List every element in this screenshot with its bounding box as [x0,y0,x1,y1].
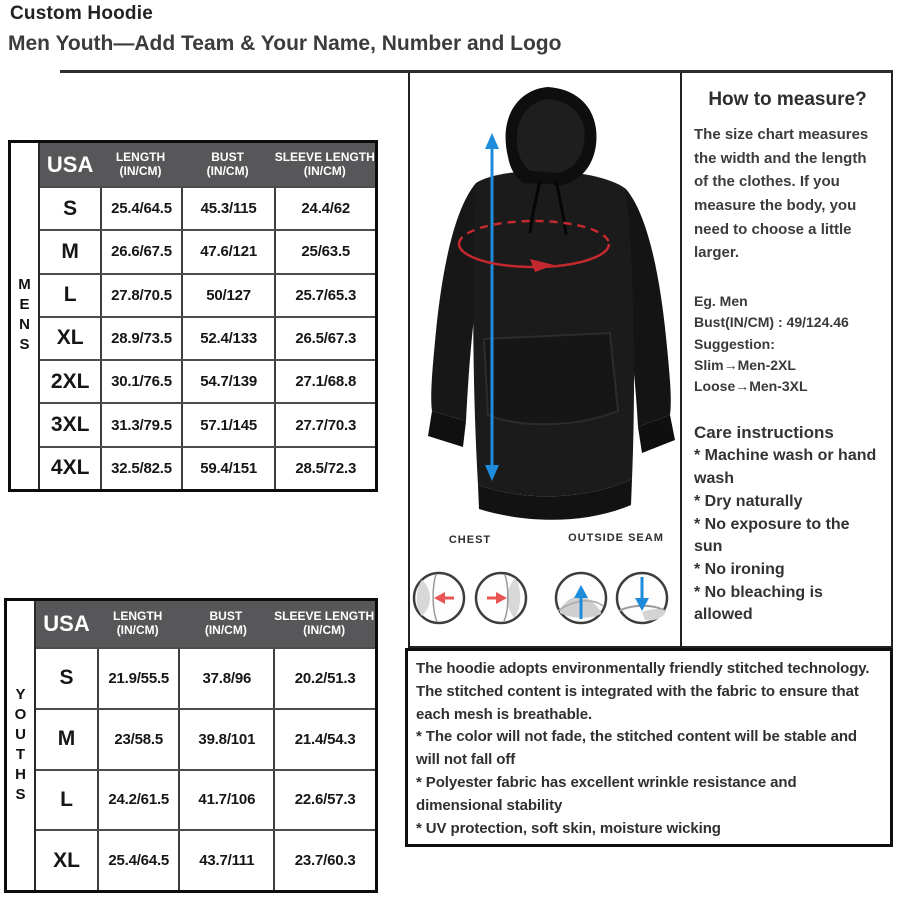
measure-heading: How to measure? [708,89,867,110]
example-line: Slim→Men-2XL [694,356,796,373]
fabric-description-box [405,648,893,847]
length-cell: 28.9/73.5 [100,318,180,359]
example-line: Suggestion: [694,335,775,352]
fabric-line: * The color will not fade, the stitched content will be stable and will not fall off [416,728,857,769]
size-cell: XL [53,848,80,872]
column-header-bust: BUST (IN/CM) [204,609,247,637]
seam-detail-up-icon [556,573,606,623]
column-header-usa: USA [46,151,94,177]
size-cell: M [57,727,76,751]
bust-cell: 57.1/145 [181,404,275,445]
care-item: * No exposure to the sun [694,515,850,556]
size-cell: S [59,666,74,690]
table-row [40,446,375,489]
size-cell: 2XL [50,369,90,393]
column-header-usa: USA [43,611,90,637]
mens-table-grid [40,143,375,489]
bust-cell: 59.4/151 [181,448,275,489]
column-header-length: LENGTH (IN/CM) [115,149,166,178]
youth-table-grid [36,601,375,890]
example-line: Eg. Men [694,293,748,310]
hoodie-measure-panel [408,73,682,648]
chest-detail-right-icon [476,573,526,623]
bust-cell: 52.4/133 [181,318,275,359]
sleeve-cell: 20.2/51.3 [273,649,375,708]
mens-size-table [8,140,378,492]
bust-cell: 54.7/139 [181,361,275,402]
youth-table-header [36,601,375,647]
table-row [36,829,375,890]
measure-body-text: The size chart measures the width and the length of the clothes. If you measure the body, you need to choose a little larger. [694,126,869,262]
care-item: * No ironing [694,561,785,579]
column-header-bust: BUST (IN/CM) [206,149,249,178]
bust-cell: 47.6/121 [181,231,275,272]
table-row [40,273,375,316]
care-item: * No bleaching is allowed [694,583,823,624]
size-cell: 4XL [50,456,90,480]
example-line: Loose→Men-3XL [694,378,808,395]
outside-seam-label: OUTSIDE SEAM [568,532,664,544]
sleeve-cell: 22.6/57.3 [273,771,375,830]
youth-group-label: YOUTHS [7,601,36,890]
hoodie-image [414,81,680,531]
how-to-measure-panel [682,73,893,648]
column-header-length: LENGTH (IN/CM) [113,609,163,637]
chest-detail-left-icon [414,573,464,623]
fabric-line: * Polyester fabric has excellent wrinkle resistance and dimensional stability [416,773,797,814]
sleeve-cell: 21.4/54.3 [273,710,375,769]
care-instructions-list [694,445,881,627]
product-subtitle: Men Youth—Add Team & Your Name, Number and Logo [8,32,562,55]
mens-group-label: MENS [11,143,40,489]
sleeve-cell: 27.1/68.8 [274,361,375,402]
table-row [40,402,375,445]
column-header-sleeve: SLEEVE LENGTH (IN/CM) [274,149,375,178]
bust-cell: 37.8/96 [178,649,273,708]
bust-cell: 50/127 [181,275,275,316]
mens-table-header [40,143,375,186]
size-cell: 3XL [50,413,90,437]
table-row [40,359,375,402]
sleeve-cell: 26.5/67.3 [274,318,375,359]
table-row [40,186,375,229]
youth-size-table [4,598,378,893]
size-suggestion-block [694,291,881,397]
care-item: * Dry naturally [694,492,803,510]
sleeve-cell: 25/63.5 [274,231,375,272]
sleeve-cell: 27.7/70.3 [274,404,375,445]
column-header-sleeve: SLEEVE LENGTH (IN/CM) [274,609,375,637]
table-row [40,229,375,272]
length-cell: 32.5/82.5 [100,448,180,489]
chest-label: CHEST [448,534,492,546]
length-cell: 26.6/67.5 [100,231,180,272]
length-cell: 25.4/64.5 [100,188,180,229]
size-cell: S [63,196,78,220]
length-cell: 25.4/64.5 [97,831,178,890]
size-cell: L [60,787,73,811]
length-cell: 23/58.5 [97,710,178,769]
fabric-line: * UV protection, soft skin, moisture wicking [416,819,721,837]
length-cell: 30.1/76.5 [100,361,180,402]
size-cell: M [61,239,79,263]
length-cell: 27.8/70.5 [100,275,180,316]
bust-cell: 45.3/115 [181,188,275,229]
table-row [36,769,375,830]
size-cell: XL [56,326,84,350]
seam-detail-down-icon [617,573,667,623]
length-cell: 24.2/61.5 [97,771,178,830]
sleeve-cell: 28.5/72.3 [274,448,375,489]
fabric-line: The hoodie adopts environmentally friendly stitched technology. The stitched content is integrated with the fabric to ensure that each mesh is breathable. [416,660,870,723]
example-line: Bust(IN/CM) : 49/124.46 [694,314,849,331]
measure-detail-circles [410,567,684,631]
sleeve-cell: 23.7/60.3 [273,831,375,890]
length-cell: 31.3/79.5 [100,404,180,445]
bust-cell: 43.7/111 [178,831,273,890]
length-cell: 21.9/55.5 [97,649,178,708]
sleeve-cell: 25.7/65.3 [274,275,375,316]
care-item: * Machine wash or hand wash [694,447,877,488]
product-title: Custom Hoodie [10,3,153,24]
pocket-outline [484,333,618,424]
size-cell: L [63,283,77,307]
table-row [40,316,375,359]
bust-cell: 39.8/101 [178,710,273,769]
table-row [36,647,375,708]
sleeve-cell: 24.4/62 [274,188,375,229]
bust-cell: 41.7/106 [178,771,273,830]
care-instructions-heading: Care instructions [694,423,834,443]
table-row [36,708,375,769]
